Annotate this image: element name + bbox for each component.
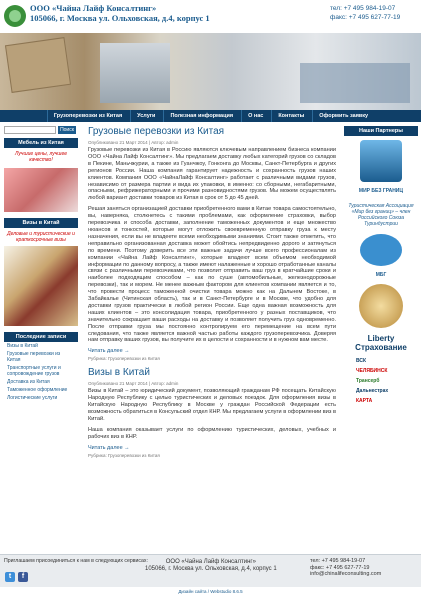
footer-contacts: [310, 558, 381, 578]
search-form: [4, 126, 78, 134]
left-sidebar: [4, 126, 78, 408]
social-links: [5, 572, 28, 582]
footer-fax: факс: +7 495 627-77-19: [310, 564, 370, 571]
furniture-image[interactable]: [4, 168, 78, 212]
main-nav: [0, 110, 421, 122]
recent-post-item[interactable]: Транспортные услуги и сопровождение грузов: [7, 365, 61, 377]
recent-post-item[interactable]: Доставка из Китая: [7, 379, 50, 385]
footer-phone: тел: +7 495 984-19-07: [310, 558, 366, 564]
article-paragraph: Наша компания оказывает услуги по оформлению туристических, деловых, учебных и рабочих виз в КНР.: [88, 426, 336, 440]
nav-cargo[interactable]: Грузоперевозки из Китая: [47, 110, 128, 122]
recent-post-item[interactable]: Логистические услуги: [7, 395, 58, 401]
company-logo-icon[interactable]: [4, 5, 26, 27]
nav-info[interactable]: Полезная информация: [163, 110, 239, 122]
article-title[interactable]: Визы в Китай: [88, 367, 150, 379]
article: [88, 126, 336, 361]
partner-mbg2-logo-icon[interactable]: [360, 234, 402, 266]
article-paragraph: Визы в Китай – это юридический документ, позволяющий гражданам РФ посещать Китайскую Народную Республику с целью туристических и деловых поездок. Для оформления визы в Китайскую Народную Республику в Москве у граждан Российской Федерации есть возможность обратиться в Консульский отдел КНР. Мы предлагаем услуги в оформлении виз в Китай.: [88, 388, 336, 422]
site-header: [0, 0, 421, 32]
furniture-box-text: Лучшие цены, лучшее качество!: [14, 151, 68, 163]
nav-order[interactable]: Оформить заявку: [312, 110, 374, 122]
partner-mbg-name: МИР БЕЗ ГРАНИЦ: [358, 188, 404, 194]
nav-about[interactable]: О нас: [241, 110, 269, 122]
article-title[interactable]: Грузовые перевозки из Китая: [88, 126, 225, 137]
header-contacts: [330, 4, 400, 22]
read-more-link[interactable]: Читать далее →: [88, 444, 130, 451]
header-phone: тел: +7 495 984-19-07: [330, 5, 396, 12]
twitter-icon[interactable]: t: [5, 572, 15, 582]
partner-dalnestrah[interactable]: Дальнестрах: [356, 388, 389, 394]
footer-email[interactable]: info@chinalifeconsulting.com: [310, 571, 382, 577]
main-content: [88, 126, 336, 464]
banner-city-shape: [100, 43, 170, 103]
footer-address-block: [145, 559, 277, 573]
article-meta: Опубликовано 21 Март 2014 | Автор: admin: [88, 140, 179, 145]
footer-invite: Приглашаем присоединиться к нам в следующих сервисах:: [4, 558, 148, 564]
banner-map-shape: [5, 37, 71, 93]
article-paragraph: Решая заняться организацией доставки приобретенного вами в Китае товара самостоятельно, вы, наверняка, столкнетесь с такими проблемами, как оформление страховки, выбор перевозчика и способа доставки, заполнение таможенных документов и еще множество нюансов и тонкостей, которые могут отложить своевременную отправку груза к месту назначения, если вы не владеете всеми необходимыми знаниями. Стоит также отметить, что неправильно организованная доставка может обойтись непредвиденно дорого и затянуться по времени. Поэтому доверить все эти важные задачи лучше всего профессионалам из компании «Чайна Лайф Консалтинг», которые владеют всем объемом необходимой информации по данному вопросу, а также имеют налаженные и хорошо отработанные каналы связи с различными перевозчиками, что позволит отправить ваш груз в кратчайшие сроки и наиболее подходящим способом – как по суше (автомобильные, железнодорожные перевозки), так и морем. Не менее важным фактором для клиентов компании является и то, что провести процесс таможенной очистки товара можно как на Дальнем Востоке, в Забайкалье (Читинская область), так и в Санкт-Петербурге и в Москве, что удобно для доставки грузов практически в любой регион России. Еще одна важная возможность для наших клиентов – это консолидация товара, приобретенного у разных поставщиков, что значительно сокращает ваши расходы на доставку и позволяет получить груз одновременно. После отправки груза мы постоянно контролируем его перемещение на всем пути следования, что также является важной частью работы каждого грузоперевозчика. Доверяя нам отправку ваших грузов, вы получите их в целости и сохранности и в нужном вам месте.: [88, 206, 336, 344]
footer-company: ООО «Чайна Лайф Консалтинг»: [165, 559, 256, 565]
nav-contacts[interactable]: Контакты: [271, 110, 310, 122]
footer-credit[interactable]: Дизайн сайта / Webstudio 8.6.5: [178, 589, 243, 594]
passport-image[interactable]: [4, 246, 78, 326]
article-meta: Опубликовано 21 Март 2014 | Автор: admin: [88, 381, 179, 387]
partner-mbg-logo-icon[interactable]: [360, 140, 402, 182]
partner-seal-icon[interactable]: [359, 284, 403, 328]
furniture-box[interactable]: [4, 138, 78, 212]
visa-box-title: Визы в Китай: [4, 218, 78, 228]
article-category[interactable]: Рубрика: Грузоперевозки из Китая: [88, 356, 160, 362]
company-address: 105066, г. Москва ул. Ольховская, д.4, корпус 1: [30, 13, 210, 23]
recent-post-item[interactable]: Грузовые перевозки из Китая: [7, 351, 61, 363]
article: [88, 367, 336, 457]
company-name[interactable]: ООО «Чайна Лайф Консалтинг»: [30, 3, 157, 13]
partner-mbg2-name: МБГ: [375, 272, 387, 278]
partner-mbg-sub: Туристическая Ассоциация «Мир без границ» – член Российского Союза Туриндустрии: [348, 203, 414, 227]
banner-plane-shape: [300, 63, 410, 103]
header-company: [30, 3, 210, 23]
recent-posts: [4, 332, 78, 402]
site-footer: [0, 554, 421, 587]
header-banner-image: [0, 33, 421, 110]
visa-box-text: Деловые и туристические и краткосрочные визы: [7, 231, 75, 243]
partner-karta[interactable]: КАРТА: [356, 398, 373, 404]
furniture-box-title: Мебель из Китая: [4, 138, 78, 148]
search-button[interactable]: Поиск: [58, 126, 76, 134]
nav-services[interactable]: Услуги: [130, 110, 161, 122]
partner-transerb[interactable]: Трансерб: [356, 378, 380, 384]
facebook-icon[interactable]: f: [18, 572, 28, 582]
article-category[interactable]: Рубрика: Грузоперевозки из Китая: [88, 452, 160, 458]
recent-post-item[interactable]: Визы в Китай: [7, 343, 38, 349]
visa-box[interactable]: [4, 218, 78, 326]
partner-liberty[interactable]: Liberty Страхование: [355, 334, 407, 352]
article-paragraph: Грузовые перевозки из Китая в Россию являются ключевым направлением бизнеса компании ООО «Чайна Лайф Консалтинг». Мы предлагаем доставку любых категорий грузов со складов в Пекине, Маньчжурии, а также из Гуанчжоу, Гонконга до Москвы, Санкт-Петербурга и других регионов России. Наша компания гарантирует надежность и сохранность грузов наших клиентов. Компания ООО «ЧайнаЛайф Консалтинг» работает с различными видами грузов, независимо от размера партии и вида их упаковки, в именно: со сборными, негабаритными, опасными, рефрижераторными и прочими разновидностями грузов. Мы можем осуществлять любой вариант доставки товаров из Китая в срок от 5 до 45 дней.: [88, 147, 336, 202]
partners-title: Наши Партнеры: [344, 126, 418, 136]
recent-posts-title: Последние записи: [4, 332, 78, 342]
search-input[interactable]: [4, 126, 56, 134]
right-sidebar: [344, 126, 418, 408]
header-fax: факс: +7 495 627-77-19: [330, 14, 401, 21]
recent-post-item[interactable]: Таможенное оформление: [7, 387, 68, 393]
partner-vsk[interactable]: ВСК: [356, 358, 367, 364]
footer-address: 105066, г. Москва ул. Ольховская, д.4, корпус 1: [145, 566, 277, 572]
partner-chel[interactable]: ЧЕЛЯБИНСК: [356, 368, 388, 374]
read-more-link[interactable]: Читать далее →: [88, 348, 130, 355]
